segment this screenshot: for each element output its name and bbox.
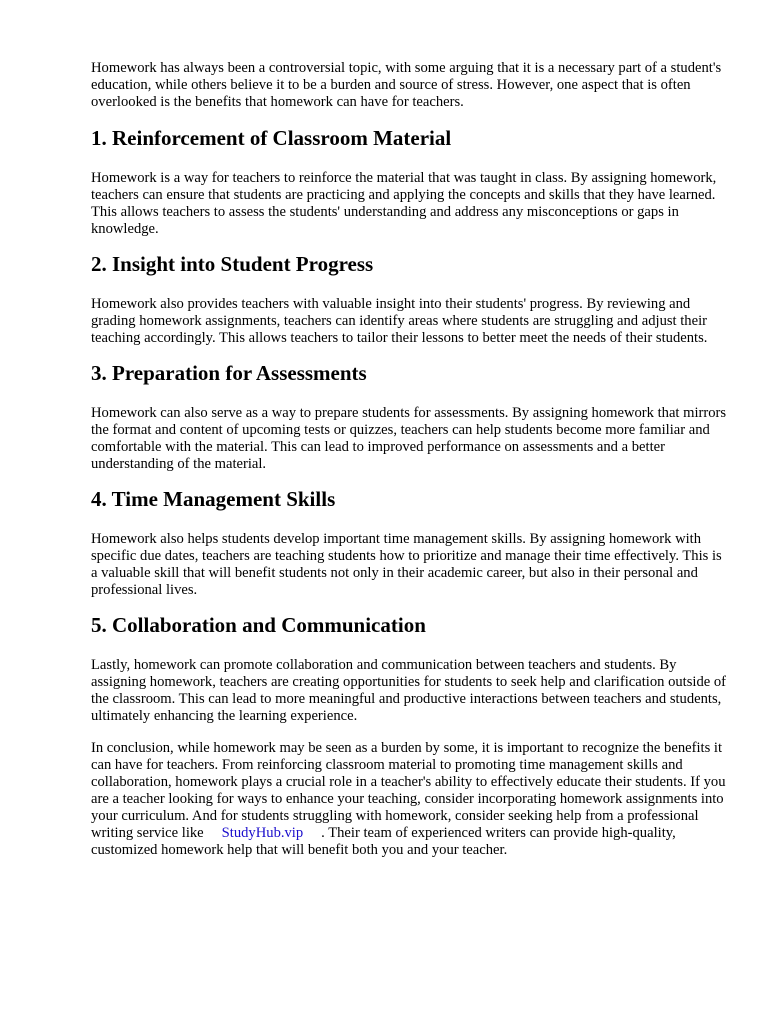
- section-4-heading: 4. Time Management Skills: [91, 487, 336, 511]
- intro-paragraph: Homework has always been a controversial topic, with some arguing that it is a necessary part of a student's education, while others believe it to be a burden and source of stress. However, one aspect that is often overlooked is the benefits that homework can have for teachers.: [91, 60, 722, 110]
- section-1-paragraph: Homework is a way for teachers to reinforce the material that was taught in class. By assigning homework, teachers can ensure that students are practicing and applying the concepts and skills that they have learned. This allows teachers to assess the students' understanding and address any misconceptions or gaps in knowledge.: [91, 170, 717, 237]
- section-5-heading: 5. Collaboration and Communication: [91, 613, 426, 637]
- conclusion-text-before-link: In conclusion, while homework may be seen as a burden by some, it is important to recognize the benefits it can have for teachers. From reinforcing classroom material to promoting time management skills and collaboration, homework plays a crucial role in a teacher's ability to effectively educate their students. If you are a teacher looking for ways to enhance your teaching, consider incorporating homework assignments into your curriculum. And for students struggling with homework, consider seeking help from a professional writing service like: [91, 740, 726, 841]
- studyhub-link[interactable]: StudyHub.vip: [221, 825, 304, 841]
- conclusion-paragraph: [91, 740, 731, 859]
- section-2-heading: 2. Insight into Student Progress: [91, 252, 374, 276]
- document-page: [91, 60, 731, 859]
- section-1-heading: 1. Reinforcement of Classroom Material: [91, 126, 452, 150]
- section-2-paragraph: Homework also provides teachers with valuable insight into their students' progress. By reviewing and grading homework assignments, teachers can identify areas where students are struggling and adjust their teaching accordingly. This allows teachers to tailor their lessons to better meet the needs of their students.: [91, 296, 708, 346]
- section-4-paragraph: Homework also helps students develop important time management skills. By assigning homework with specific due dates, teachers are teaching students how to prioritize and manage their time effectively. This is a valuable skill that will benefit students not only in their academic career, but also in their personal and professional lives.: [91, 531, 722, 598]
- conclusion-text-after-link: . Their team of experienced writers can provide high-quality, customized homework help that will benefit both you and your teacher.: [91, 825, 676, 858]
- section-5-paragraph: Lastly, homework can promote collaboration and communication between teachers and students. By assigning homework, teachers are creating opportunities for students to seek help and clarification outside of the classroom. This can lead to more meaningful and productive interactions between teachers and students, ultimately enhancing the learning experience.: [91, 657, 727, 724]
- section-3-heading: 3. Preparation for Assessments: [91, 361, 367, 385]
- section-3-paragraph: Homework can also serve as a way to prepare students for assessments. By assigning homework that mirrors the format and content of upcoming tests or quizzes, teachers can help students become more familiar and comfortable with the material. This can lead to improved performance on assessments and a better understanding of the material.: [91, 405, 727, 472]
